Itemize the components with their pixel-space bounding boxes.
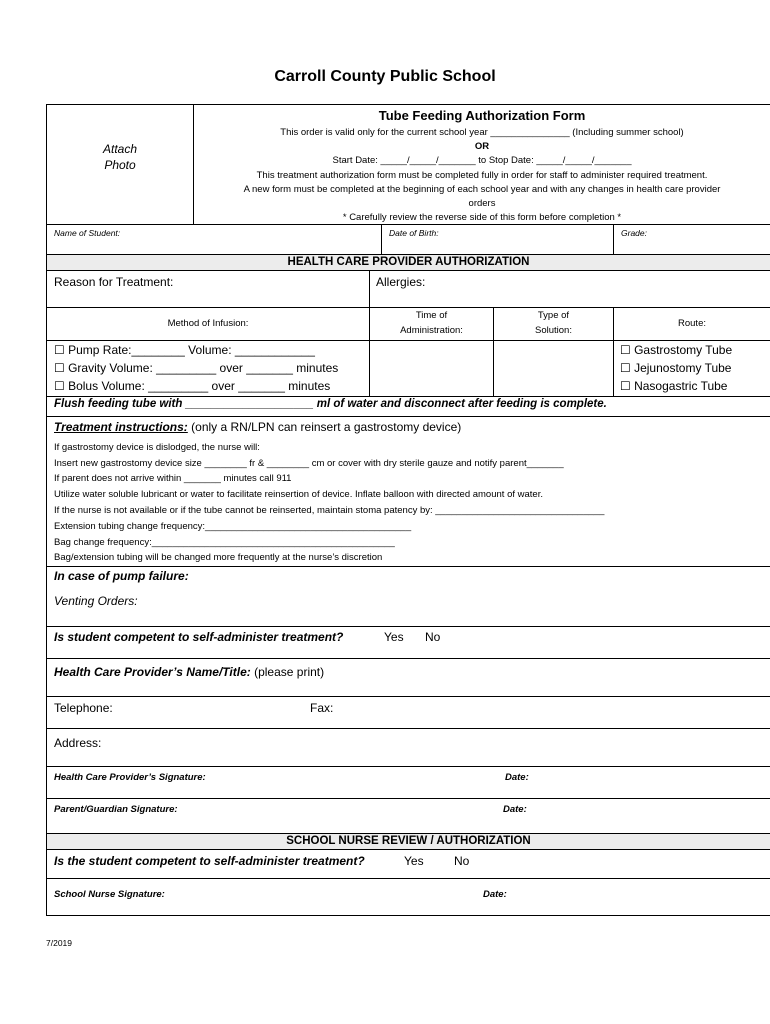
treatment-line: If the nurse is not available or if the tube cannot be reinserted, maintain stoma patency by: ________________________________	[54, 505, 605, 516]
pump-rate-option[interactable]: ☐ Pump Rate:________ Volume: ____________	[54, 343, 315, 357]
reason-label[interactable]: Reason for Treatment:	[54, 275, 174, 289]
parent-signature-label[interactable]: Parent/Guardian Signature:	[54, 804, 178, 815]
photo-line-1: Attach	[102, 142, 138, 156]
name-of-student-label[interactable]: Name of Student:	[54, 228, 121, 238]
venting-orders-label[interactable]: Venting Orders:	[54, 594, 138, 608]
treatment-note: (only a RN/LPN can reinsert a gastrostomy device)	[187, 420, 462, 434]
pump-failure-label: In case of pump failure:	[54, 569, 189, 583]
hcp-heading: HEALTH CARE PROVIDER AUTHORIZATION	[287, 256, 530, 268]
valid-line: This order is valid only for the current school year _______________ (Including summer school)	[280, 127, 684, 138]
nurse-competent-no-option[interactable]: No	[454, 854, 470, 868]
provider-name-label: Health Care Provider’s Name/Title:	[54, 665, 251, 679]
nurse-date-label[interactable]: Date:	[483, 889, 507, 900]
school-title: Carroll County Public School	[274, 68, 496, 85]
time-label-1: Time of	[415, 310, 448, 321]
provider-date-label[interactable]: Date:	[505, 772, 529, 783]
treatment-heading: Treatment instructions:	[54, 420, 188, 434]
treatment-line: If gastrostomy device is dislodged, the nurse will:	[54, 442, 260, 453]
treatment-line: Bag/extension tubing will be changed more frequently at the nurse’s discretion	[54, 552, 383, 563]
competent-yes-option[interactable]: Yes	[384, 630, 404, 644]
nurse-signature-label[interactable]: School Nurse Signature:	[54, 889, 165, 900]
new-form-line-2: orders	[468, 198, 496, 209]
nurse-competent-yes-option[interactable]: Yes	[404, 854, 424, 868]
gravity-volume-option[interactable]: ☐ Gravity Volume: _________ over _______ minutes	[54, 361, 339, 375]
time-label-2: Administration:	[400, 325, 463, 336]
treatment-heading-line	[54, 420, 461, 434]
route-label: Route:	[678, 318, 706, 329]
treatment-line: Bag change frequency:______________________________________________	[54, 537, 395, 548]
dates-line: Start Date: _____/_____/_______ to Stop Date: _____/_____/_______	[332, 155, 632, 166]
photo-line-2: Photo	[104, 158, 136, 172]
competent-no-option[interactable]: No	[425, 630, 441, 644]
address-label[interactable]: Address:	[54, 736, 102, 750]
date-of-birth-label[interactable]: Date of Birth:	[389, 228, 439, 238]
or-text: OR	[474, 141, 490, 152]
flush-line: Flush feeding tube with ____________________ ml of water and disconnect after feeding is complete.	[54, 398, 607, 410]
treatment-line: Insert new gastrostomy device size ________ fr & ________ cm or cover with dry sterile gauze and notify parent_______	[54, 458, 564, 469]
form-title: Tube Feeding Authorization Form	[378, 108, 586, 123]
complete-line: This treatment authorization form must be completed fully in order for staff to administer required treatment.	[256, 170, 708, 181]
parent-date-label[interactable]: Date:	[503, 804, 527, 815]
new-form-line-1: A new form must be completed at the beginning of each school year and with any changes in health care provider	[243, 184, 721, 195]
competent-question: Is student competent to self-administer treatment?	[54, 630, 344, 644]
nurse-heading: SCHOOL NURSE REVIEW / AUTHORIZATION	[286, 835, 531, 847]
treatment-line: Extension tubing change frequency:_______________________________________	[54, 521, 412, 532]
please-print-note: (please print)	[250, 665, 325, 679]
fax-label[interactable]: Fax:	[310, 701, 334, 715]
type-label-1: Type of	[537, 310, 570, 321]
telephone-label[interactable]: Telephone:	[54, 701, 113, 715]
allergies-label[interactable]: Allergies:	[376, 275, 426, 289]
method-label: Method of Infusion:	[167, 318, 249, 329]
provider-name-line[interactable]	[54, 665, 324, 679]
provider-signature-label[interactable]: Health Care Provider’s Signature:	[54, 772, 206, 783]
treatment-line: Utilize water soluble lubricant or water to facilitate reinsertion of device. Inflate balloon with directed amount of water.	[54, 489, 543, 500]
grade-label[interactable]: Grade:	[621, 228, 647, 238]
footer-date: 7/2019	[46, 938, 72, 948]
review-line: * Carefully review the reverse side of this form before completion *	[342, 212, 622, 223]
route-gastrostomy-option[interactable]: ☐ Gastrostomy Tube	[620, 343, 733, 357]
nurse-competent-question: Is the student competent to self-administer treatment?	[54, 854, 365, 868]
type-label-2: Solution:	[535, 325, 572, 336]
bolus-volume-option[interactable]: ☐ Bolus Volume: _________ over _______ minutes	[54, 379, 331, 393]
route-nasogastric-option[interactable]: ☐ Nasogastric Tube	[620, 379, 728, 393]
treatment-line: If parent does not arrive within _______ minutes call 911	[54, 473, 292, 484]
route-jejunostomy-option[interactable]: ☐ Jejunostomy Tube	[620, 361, 732, 375]
